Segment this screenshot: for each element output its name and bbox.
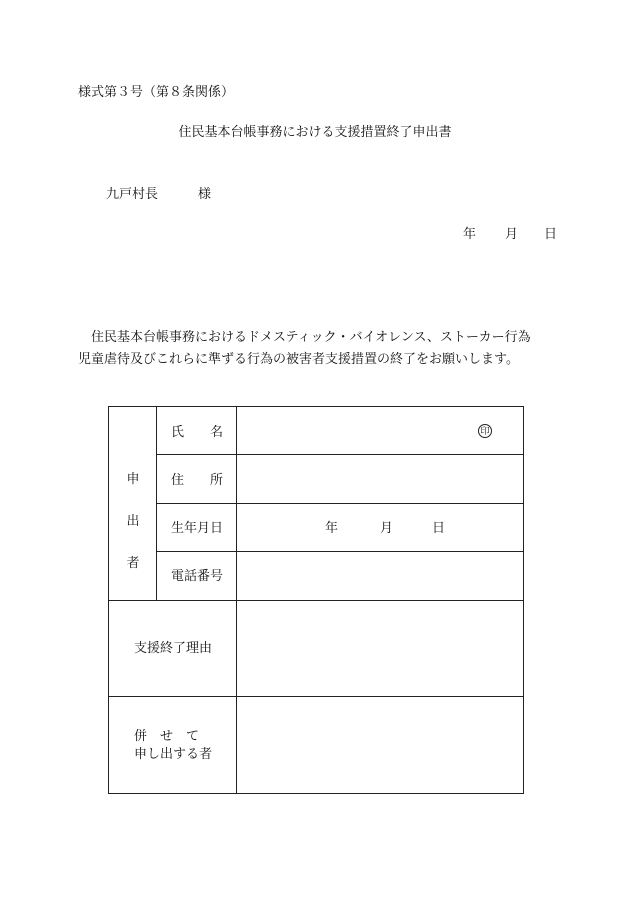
support-end-reason-field[interactable] (237, 601, 524, 696)
seal-mark: 印 (478, 424, 492, 438)
applicant-char-1: 申 (126, 472, 140, 487)
support-end-reason-label: 支援終了理由 (134, 641, 213, 656)
document-title: 住民基本台帳事務における支援措置終了申出書 (178, 125, 452, 140)
applicant-table (108, 406, 524, 794)
applicant-char-3: 者 (126, 556, 140, 571)
birthdate-label: 生年月日 (171, 521, 224, 536)
address-value-field[interactable] (237, 455, 524, 503)
birth-month-label: 月 (380, 521, 394, 536)
phone-value-field[interactable] (237, 552, 524, 600)
joint-applicant-label-line2: 申し出する者 (134, 747, 213, 762)
birth-year-label: 年 (325, 521, 339, 536)
joint-applicant-field[interactable] (237, 697, 524, 794)
date-day-label: 日 (544, 227, 558, 242)
birth-day-label: 日 (432, 521, 446, 536)
name-value-field[interactable] (237, 407, 467, 454)
joint-applicant-label-line1: 併 せ て (134, 729, 200, 744)
name-label: 氏 名 (171, 425, 224, 440)
request-statement-line2: 児童虐待及びこれらに準ずる行為の被害者支援措置の終了をお願いします。 (78, 352, 519, 367)
applicant-group-label (126, 459, 140, 585)
addressee-name: 九戸村長 (106, 187, 159, 202)
request-statement (78, 327, 558, 371)
phone-label: 電話番号 (171, 569, 224, 584)
date-month-label: 月 (505, 227, 519, 242)
row-divider-address (157, 503, 524, 504)
date-year-label: 年 (463, 227, 477, 242)
column-divider-group (156, 407, 157, 600)
applicant-char-2: 出 (126, 514, 140, 529)
addressee-honorific: 様 (198, 187, 212, 202)
form-number: 様式第３号（第８条関係） (78, 85, 235, 100)
address-label: 住 所 (171, 473, 224, 488)
request-statement-line1: 住民基本台帳事務におけるドメスティック・バイオレンス、ストーカー行為 (91, 330, 531, 345)
